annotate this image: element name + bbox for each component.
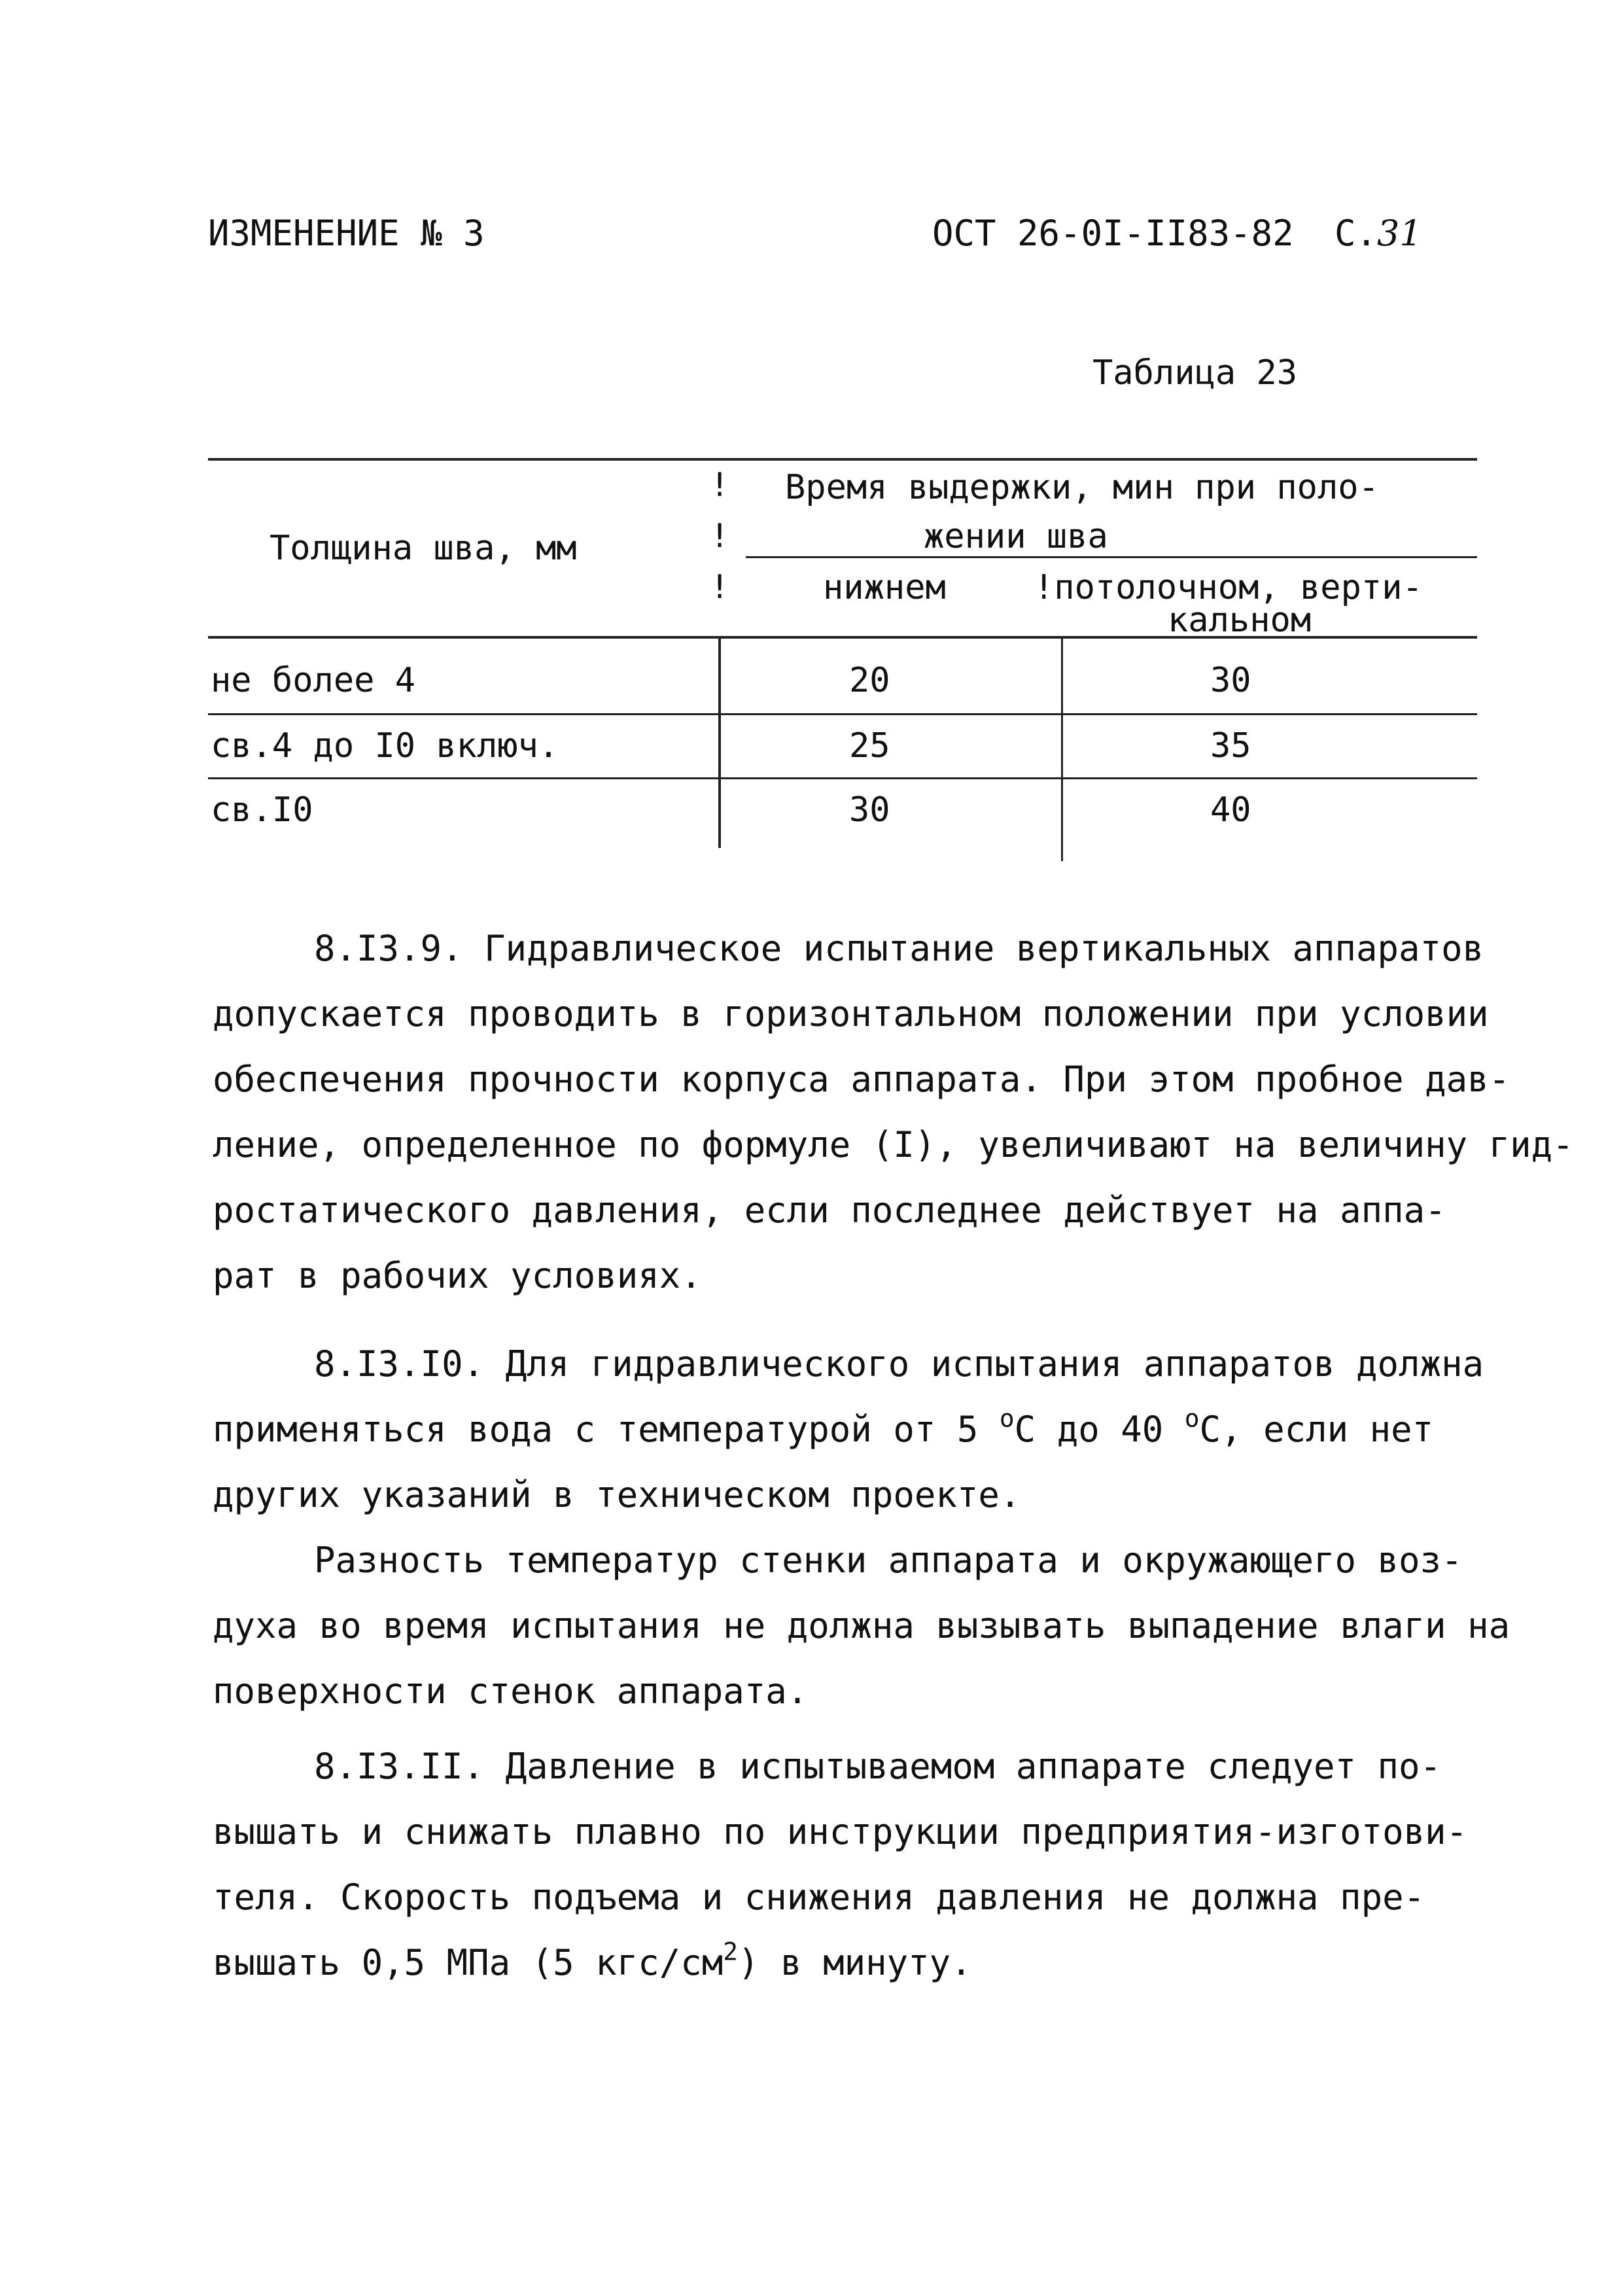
paragraph-line: других указаний в техническом проекте.: [213, 1474, 1021, 1515]
text-run: применяться вода с температурой от 5: [213, 1409, 1000, 1450]
paragraph-8-13-9: [213, 916, 1574, 1309]
paragraph-8-13-11: [213, 1734, 1467, 1996]
standard-number: ОСТ 26-0I-II83-82: [932, 213, 1294, 254]
text-run: ) в минуту.: [738, 1942, 972, 1983]
col-header-ceiling-vertical-line2: кальном: [1168, 601, 1312, 640]
paragraph-line: 8.I3.II. Давление в испытываемом аппарате следует по-: [314, 1746, 1442, 1787]
cell-ceiling-vertical: 30: [1210, 661, 1251, 700]
paragraph-line: 8.I3.9. Гидравлическое испытание вертикальных аппаратов: [314, 928, 1484, 969]
table-caption: Таблица 23: [1092, 353, 1298, 393]
superscript: 2: [723, 1937, 739, 1966]
cell-lower: 20: [849, 661, 890, 700]
paragraph-line: вышать и снижать плавно по инструкции предприятия-изготови-: [213, 1811, 1468, 1852]
paragraph-temperature-difference: [213, 1528, 1510, 1724]
col-header-thickness: Толщина шва, мм: [270, 529, 577, 568]
paragraph-line: рат в рабочих условиях.: [213, 1255, 702, 1296]
paragraph-line: допускается проводить в горизонтальном положении при условии: [213, 993, 1489, 1034]
paragraph-line: Разность температур стенки аппарата и окружающего воз-: [314, 1540, 1463, 1581]
paragraph-line: ление, определенное по формуле (I), увеличивают на величину гид-: [213, 1124, 1574, 1165]
change-label: ИЗМЕНЕНИЕ № 3: [208, 213, 485, 254]
paragraph-line: [213, 1930, 1467, 1996]
paragraph-line: поверхности стенок аппарата.: [213, 1670, 809, 1712]
cell-thickness: св.I0: [211, 790, 313, 830]
paragraph-line: теля. Скорость подъема и снижения давления не должна пре-: [213, 1877, 1425, 1918]
page-number: [1335, 213, 1422, 254]
header-separator: !: [710, 466, 730, 504]
col-header-group-line1: Время выдержки, мин при поло-: [785, 468, 1379, 507]
cell-lower: 30: [849, 790, 890, 830]
col-header-group-line2: жении шва: [924, 517, 1108, 556]
cell-ceiling-vertical: 35: [1210, 726, 1251, 766]
text-run: вышать 0,5 МПа (5 кгс/см: [213, 1942, 724, 1983]
table-row-rule: [208, 777, 1477, 779]
paragraph-line: 8.I3.I0. Для гидравлического испытания аппаратов должна: [314, 1343, 1484, 1385]
paragraph-line: ростатического давления, если последнее действует на аппа-: [213, 1190, 1446, 1231]
cell-thickness: св.4 до I0 включ.: [211, 726, 559, 766]
degree-sign: о: [1184, 1404, 1200, 1433]
cell-ceiling-vertical: 40: [1210, 790, 1251, 830]
col-header-ceiling-vertical-line1: !потолочном, верти-: [1034, 568, 1423, 607]
header-separator: !: [710, 517, 730, 555]
text-run: С, если нет: [1199, 1409, 1434, 1450]
col-header-lower: нижнем: [823, 568, 946, 607]
cell-thickness: не более 4: [211, 661, 416, 700]
header-separator: !: [710, 568, 730, 606]
paragraph-line: обеспечения прочности корпуса аппарата. При этом пробное дав-: [213, 1059, 1510, 1100]
table-group-rule: [746, 556, 1477, 558]
text-run: С до 40: [1014, 1409, 1185, 1450]
paragraph-line: духа во время испытания не должна вызывать выпадение влаги на: [213, 1605, 1510, 1646]
table-col-divider: [1061, 639, 1063, 861]
table-col-divider: [718, 639, 721, 848]
table-row-rule: [208, 713, 1477, 715]
paragraph-8-13-10: [213, 1332, 1484, 1528]
page-number-value: 31: [1377, 213, 1422, 254]
paragraph-line: [213, 1397, 1484, 1462]
table-top-rule: [208, 458, 1477, 461]
degree-sign: о: [999, 1404, 1015, 1433]
cell-lower: 25: [849, 726, 890, 766]
page-prefix: С.: [1335, 213, 1378, 254]
